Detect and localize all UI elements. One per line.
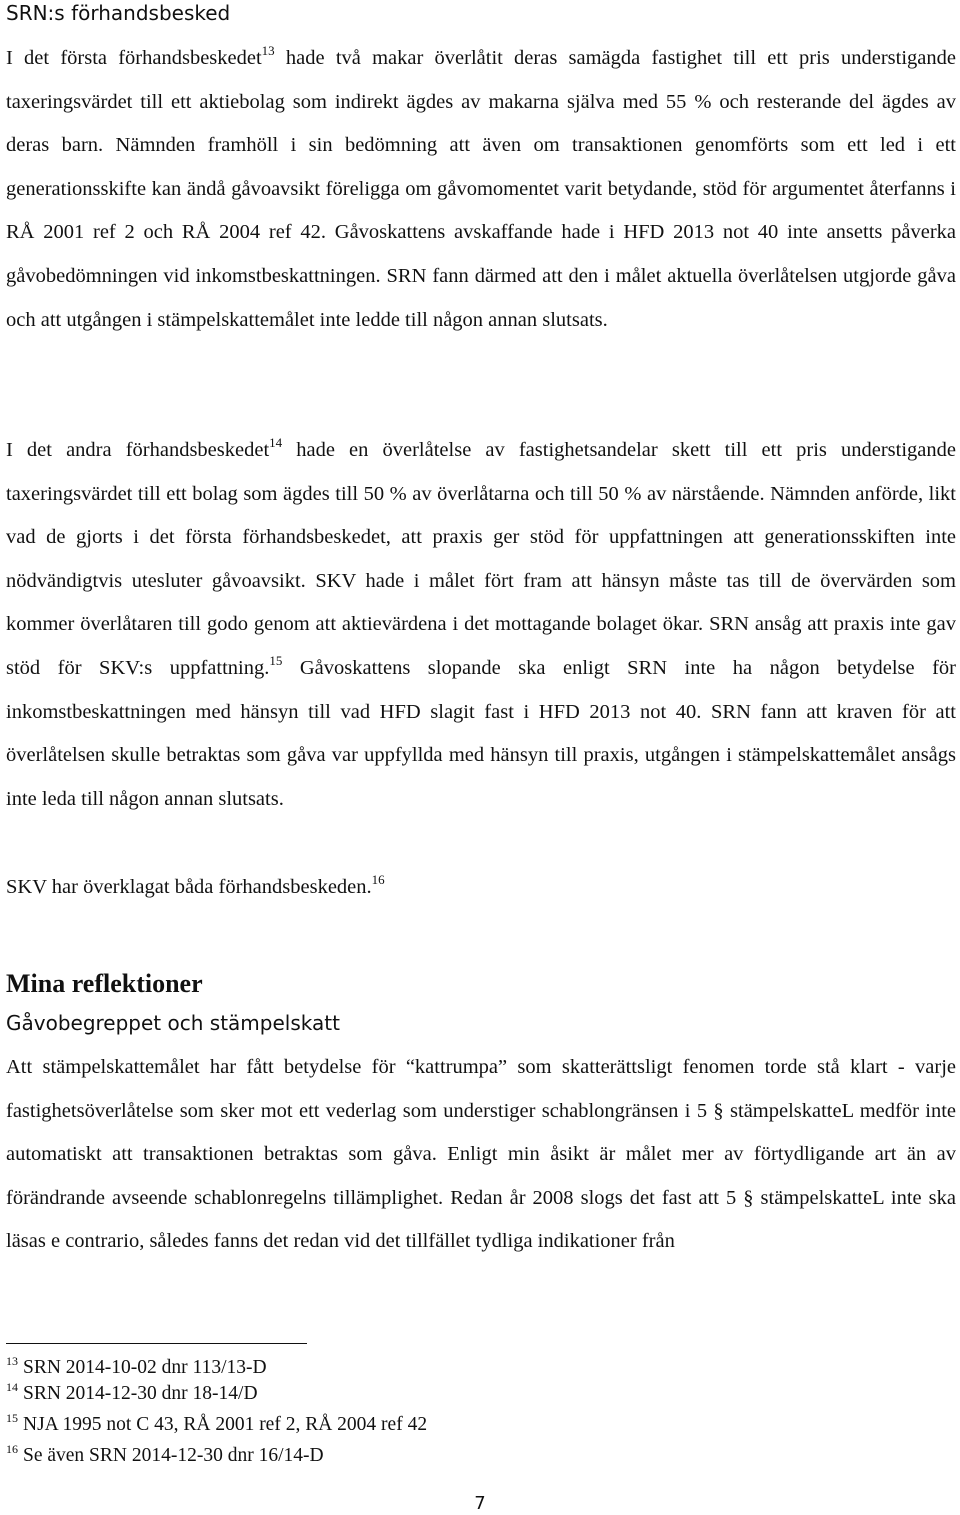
footnote-text: SRN 2014-12-30 dnr 18-14/D bbox=[23, 1383, 258, 1404]
footnote-16 bbox=[6, 1444, 324, 1468]
paragraph-appeal-text: SKV har överklagat båda förhandsbeskeden. bbox=[6, 876, 372, 898]
footnote-number: 15 bbox=[6, 1411, 18, 1425]
footnote-text: NJA 1995 not C 43, RÅ 2001 ref 2, RÅ 2004 ref 42 bbox=[23, 1414, 428, 1435]
footnote-14 bbox=[6, 1382, 258, 1406]
footnote-number: 14 bbox=[6, 1380, 18, 1394]
page-number: 7 bbox=[474, 1493, 486, 1514]
footnote-text: Se även SRN 2014-12-30 dnr 16/14-D bbox=[23, 1445, 324, 1466]
paragraph-first-ruling-start: I det första förhandsbeskedet bbox=[6, 47, 262, 69]
paragraph-first-ruling-body: hade två makar överlåtit deras samägda fastighet till ett pris understigande taxeringsvärdet till ett aktiebolag som indirekt ägdes av makarna själva med 55 % och resterande del ägdes av deras barn. Nämnden framhöll i sin bedömning att även om transaktionen genomförts som ett led i ett generationsskifte kan ändå gåvoavsikt föreligga om gåvomomentet varit betydande, stöd för argumentet återfanns i RÅ 2001 ref 2 och RÅ 2004 ref 42. Gåvoskattens avskaffande hade i HFD 2013 not 40 inte ansetts påverka gåvobedömningen vid inkomstbeskattningen. SRN fann därmed att den i målet aktuella överlåtelsen utgjorde gåva och att utgången i stämpelskattemålet inte ledde till någon annan slutsats. bbox=[6, 47, 956, 331]
footnote-number: 13 bbox=[6, 1354, 18, 1368]
reflections-heading: Mina reflektioner bbox=[6, 969, 203, 998]
reflections-subheading: Gåvobegreppet och stämpelskatt bbox=[6, 1011, 340, 1035]
paragraph-second-ruling bbox=[6, 429, 956, 821]
paragraph-second-ruling-start: I det andra förhandsbeskedet bbox=[6, 439, 270, 461]
paragraph-reflection: Att stämpelskattemålet har fått betydelse för “kattrumpa” som skatterättsligt fenomen torde stå klart - varje fastighetsöverlåtelse som sker mot ett vederlag som understiger schablongränsen i 5 § stämpelskatteL medför inte automatiskt att transaktionen betraktas som gåva. Enligt min åsikt är målet mer av förtydligande art än av förändrande avseende schablonregelns tillämplighet. Redan år 2008 slogs det fast att 5 § stämpelskatteL inte ska läsas e contrario, således fanns det redan vid det tillfället tydliga indikationer från bbox=[6, 1056, 956, 1253]
section-heading: SRN:s förhandsbesked bbox=[6, 1, 231, 25]
footnote-number: 16 bbox=[6, 1442, 18, 1456]
paragraph-second-ruling-body: hade en överlåtelse av fastighetsandelar skett till ett pris understigande taxeringsvärdet till ett bolag som ägdes till 50 % av överlåtarna och till 50 % av närstående. Nämnden anförde, likt vad de gjorts i det första förhandsbeskedet, att praxis ger stöd för uppfattningen att generationsskiften inte nödvändigtvis utesluter gåvoavsikt. SKV hade i målet fört fram att hänsyn måste tas till de övervärden som kommer överlåtaren till godo genom att aktievärdena i det mottagande bolaget ökar. SRN ansåg att praxis inte gav stöd för SKV:s uppfattning. bbox=[6, 439, 956, 679]
footnote-15 bbox=[6, 1413, 427, 1437]
footnote-ref-15[interactable]: 15 bbox=[269, 652, 283, 668]
paragraph-second-ruling-end: Gåvoskattens slopande ska enligt SRN inte ha någon betydelse för inkomstbeskattningen med hänsyn till vad HFD slagit fast i HFD 2013 not 40. SRN fann att kraven för att överlåtelsen skulle betraktas som gåva var uppfyllda med hänsyn till praxis, utgången i stämpelskattemålet ansågs inte leda till någon annan slutsats. bbox=[6, 656, 956, 810]
footnote-ref-16[interactable]: 16 bbox=[371, 872, 385, 887]
paragraph-first-ruling bbox=[6, 37, 956, 342]
footnote-13 bbox=[6, 1356, 267, 1380]
footnote-separator bbox=[6, 1343, 307, 1344]
paragraph-appeal bbox=[6, 866, 956, 910]
footnote-ref-14[interactable]: 14 bbox=[269, 435, 283, 450]
footnote-ref-13[interactable]: 13 bbox=[261, 43, 275, 58]
footnote-text: SRN 2014-10-02 dnr 113/13-D bbox=[23, 1357, 267, 1378]
